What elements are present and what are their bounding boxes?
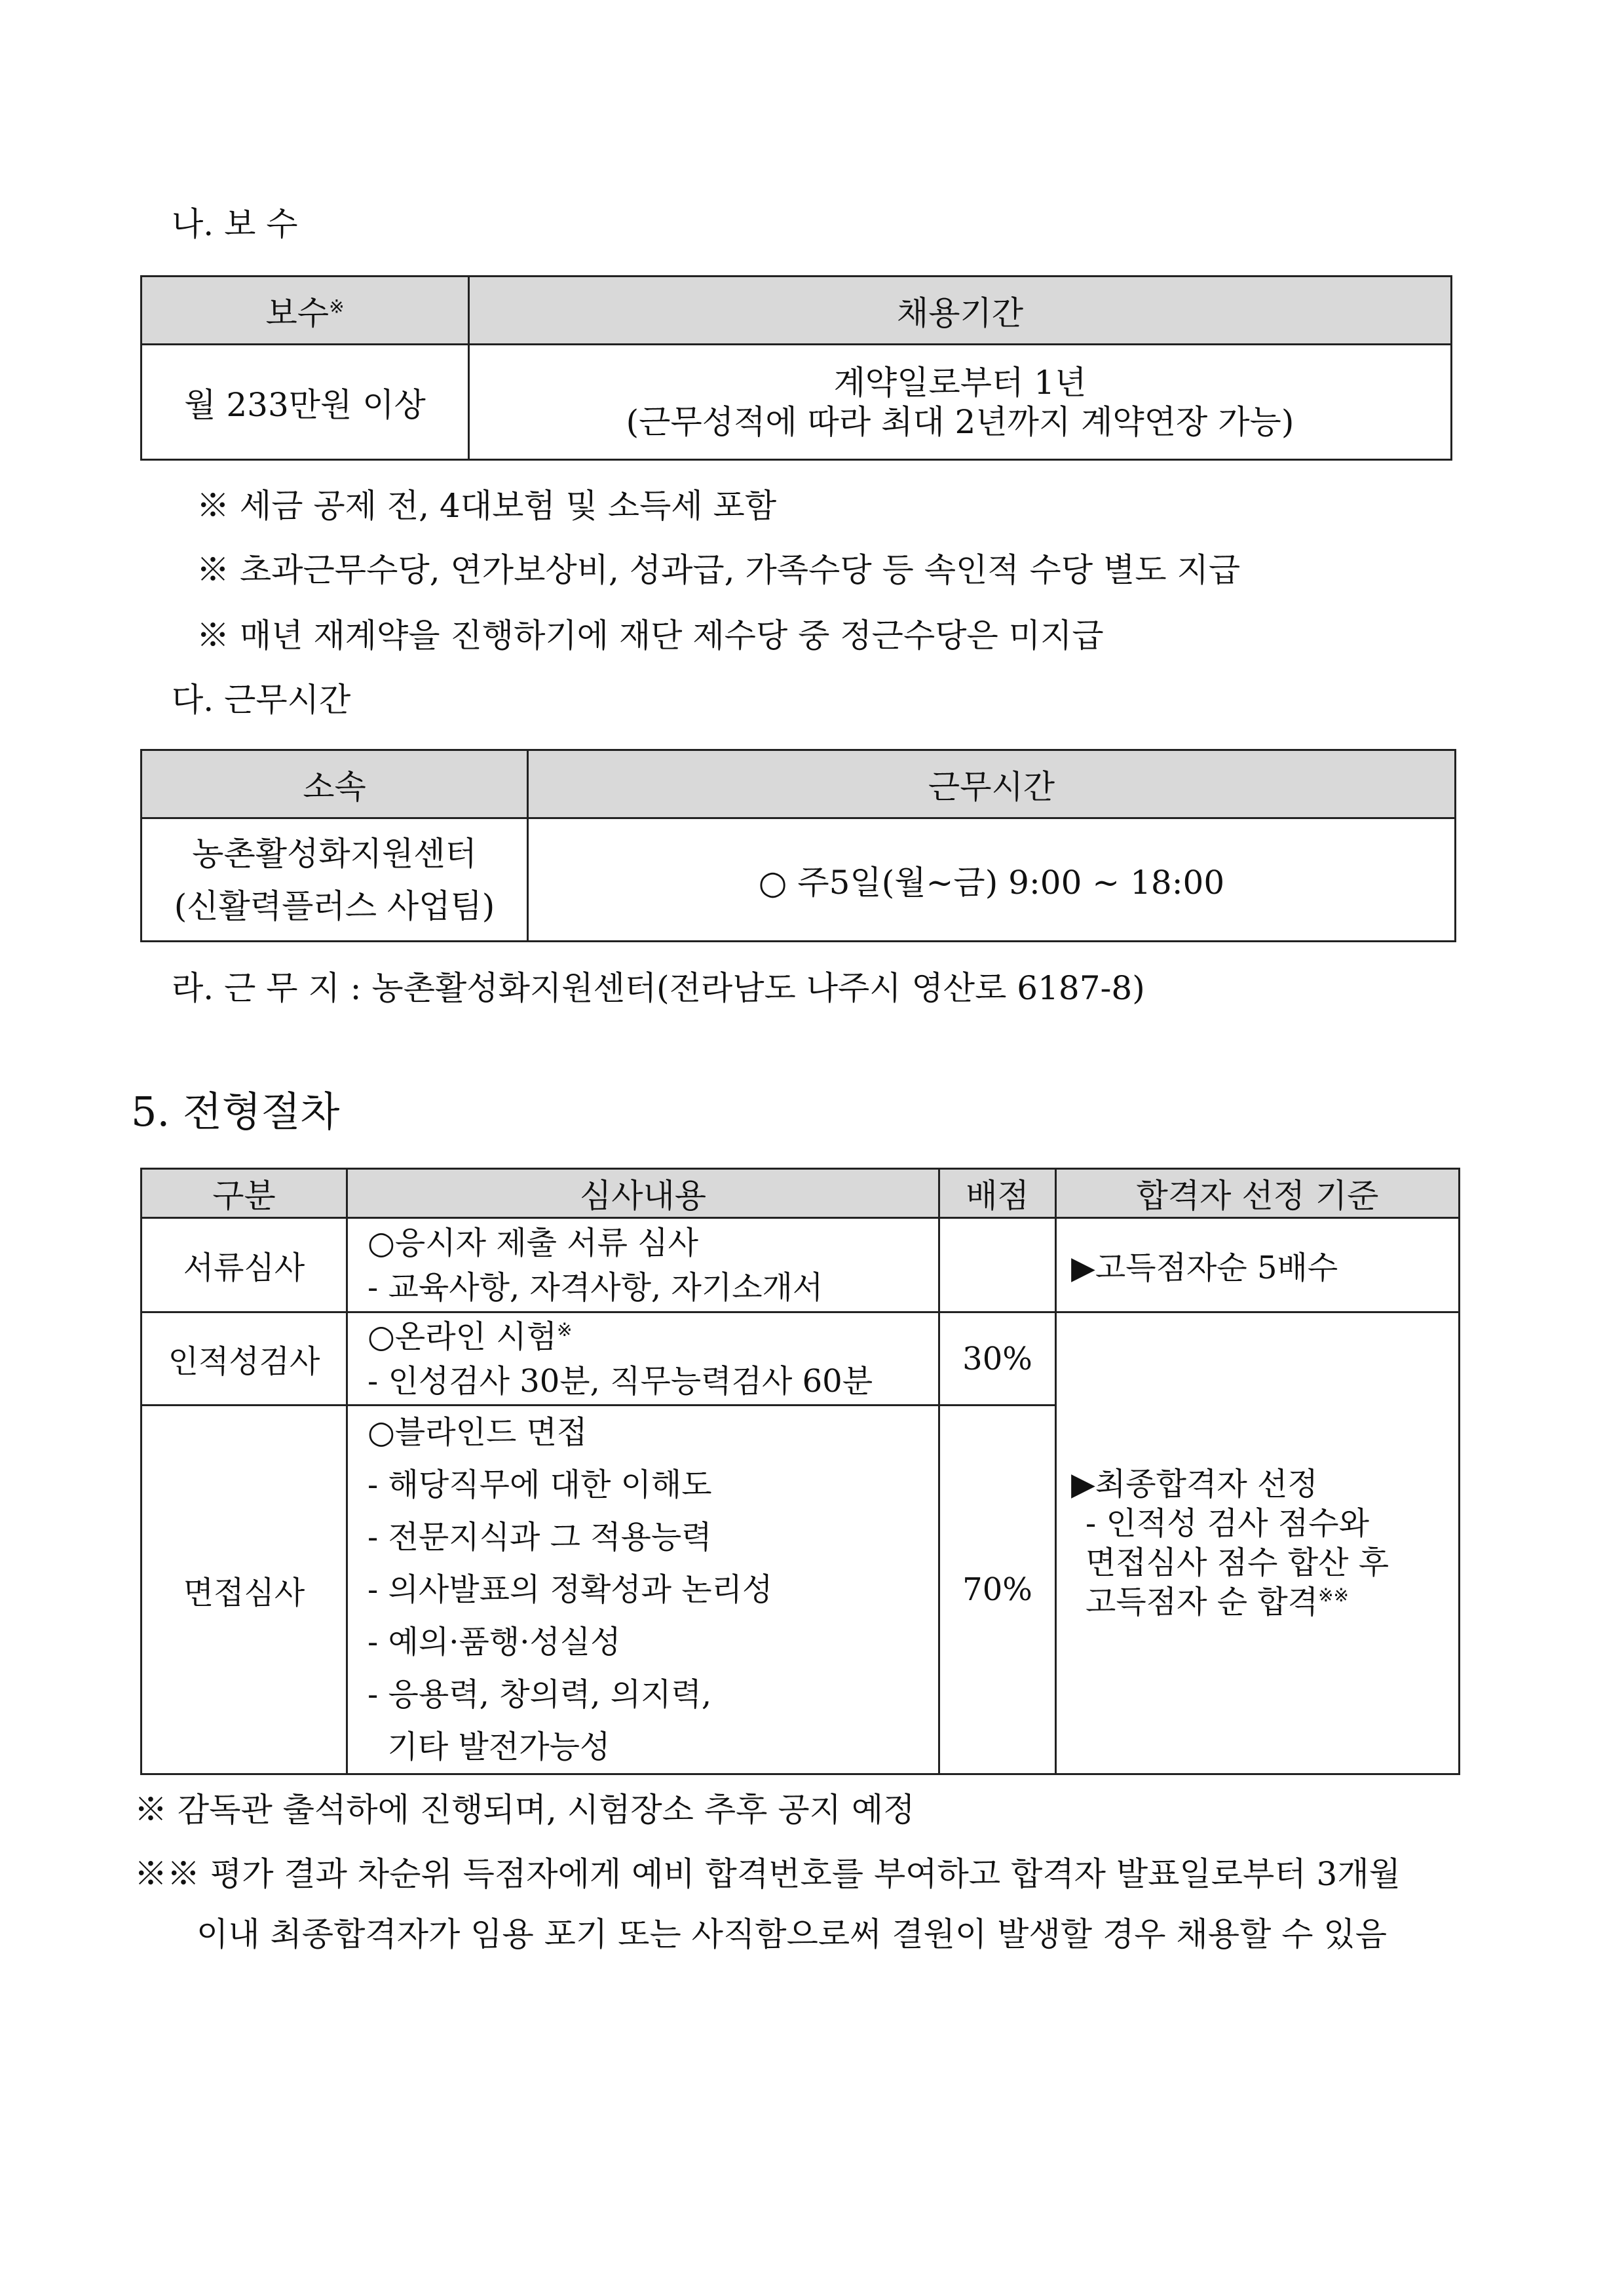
pay-table — [140, 275, 1452, 461]
selection-note-1: ※ 감독관 출석하에 진행되며, 시험장소 추후 공지 예정 — [134, 1791, 915, 1829]
final-criteria-line-4: 고득점자 순 합격※※ — [1086, 1584, 1350, 1620]
selection-note-2-line-1: ※※ 평가 결과 차순위 득점자에게 예비 합격번호를 부여하고 합격자 발표일로부터 3개월 — [134, 1855, 1401, 1893]
period-value — [469, 345, 1452, 460]
selection-heading: 5. 전형절차 — [131, 1088, 340, 1136]
dept-value — [142, 818, 528, 942]
location-text: 라. 근 무 지 : 농촌활성화지원센터(전라남도 나주시 영산로 6187-8) — [172, 969, 1145, 1007]
aptitude-content — [347, 1312, 939, 1406]
pay-note-1: ※ 세금 공제 전, 4대보험 및 소득세 포함 — [197, 487, 777, 525]
selection-table — [140, 1168, 1460, 1775]
interview-item-4: - 예의·품행·성실성 — [368, 1624, 621, 1660]
score-header: 배점 — [939, 1169, 1056, 1218]
interview-category: 면접심사 — [142, 1406, 347, 1774]
period-line-1: 계약일로부터 1년 — [833, 363, 1087, 402]
interview-item-3: - 의사발표의 정확성과 논리성 — [368, 1571, 773, 1608]
pay-header: 보수※ — [142, 277, 469, 345]
documents-content-title: ○응시자 제출 서류 심사 — [368, 1224, 698, 1261]
interview-item-2: - 전문지식과 그 적용능력 — [368, 1519, 712, 1556]
documents-criteria: ▶고득점자순 5배수 — [1056, 1218, 1460, 1312]
hours-heading: 다. 근무시간 — [172, 681, 351, 719]
hours-table — [140, 749, 1456, 942]
period-header: 채용기간 — [469, 277, 1452, 345]
dept-header: 소속 — [142, 750, 528, 818]
documents-content — [347, 1218, 939, 1312]
content-header: 심사내용 — [347, 1169, 939, 1218]
aptitude-score: 30% — [939, 1312, 1056, 1406]
interview-content-title: ○블라인드 면접 — [368, 1414, 588, 1451]
documents-content-item: - 교육사항, 자격사항, 자기소개서 — [368, 1269, 823, 1306]
final-criteria — [1056, 1312, 1460, 1774]
interview-item-5: - 응용력, 창의력, 의지력, — [368, 1676, 712, 1713]
dept-line-2: (신활력플러스 사업팀) — [174, 887, 495, 925]
period-line-2: (근무성적에 따라 최대 2년까지 계약연장 가능) — [626, 402, 1294, 441]
documents-category: 서류심사 — [142, 1218, 347, 1312]
pay-note-2: ※ 초과근무수당, 연가보상비, 성과급, 가족수당 등 속인적 수당 별도 지급 — [197, 551, 1241, 589]
aptitude-category: 인적성검사 — [142, 1312, 347, 1406]
hours-header: 근무시간 — [528, 750, 1456, 818]
pay-value: 월 233만원 이상 — [142, 345, 469, 460]
interview-content — [347, 1406, 939, 1774]
pay-heading: 나. 보 수 — [172, 205, 298, 243]
dept-line-1: 농촌활성화지원센터 — [192, 834, 477, 873]
final-criteria-line-3: 면접심사 점수 합산 후 — [1086, 1544, 1389, 1581]
documents-score — [939, 1218, 1056, 1312]
interview-item-1: - 해당직무에 대한 이해도 — [368, 1466, 712, 1503]
selection-note-2-line-2: 이내 최종합격자가 임용 포기 또는 사직함으로써 결원이 발생할 경우 채용할 수 있음 — [197, 1915, 1388, 1953]
interview-score: 70% — [939, 1406, 1056, 1774]
category-header: 구분 — [142, 1169, 347, 1218]
criteria-header: 합격자 선정 기준 — [1056, 1169, 1460, 1218]
interview-item-6: 기타 발전가능성 — [368, 1729, 611, 1765]
hours-value: ○ 주5일(월~금) 9:00 ~ 18:00 — [528, 818, 1456, 942]
aptitude-content-title: ○온라인 시험※ — [368, 1318, 573, 1355]
final-criteria-line-2: - 인적성 검사 점수와 — [1086, 1505, 1369, 1542]
final-criteria-line-1: ▶최종합격자 선정 — [1071, 1466, 1318, 1502]
pay-note-3: ※ 매년 재계약을 진행하기에 재단 제수당 중 정근수당은 미지급 — [197, 617, 1104, 655]
aptitude-content-item: - 인성검사 30분, 직무능력검사 60분 — [368, 1362, 873, 1400]
